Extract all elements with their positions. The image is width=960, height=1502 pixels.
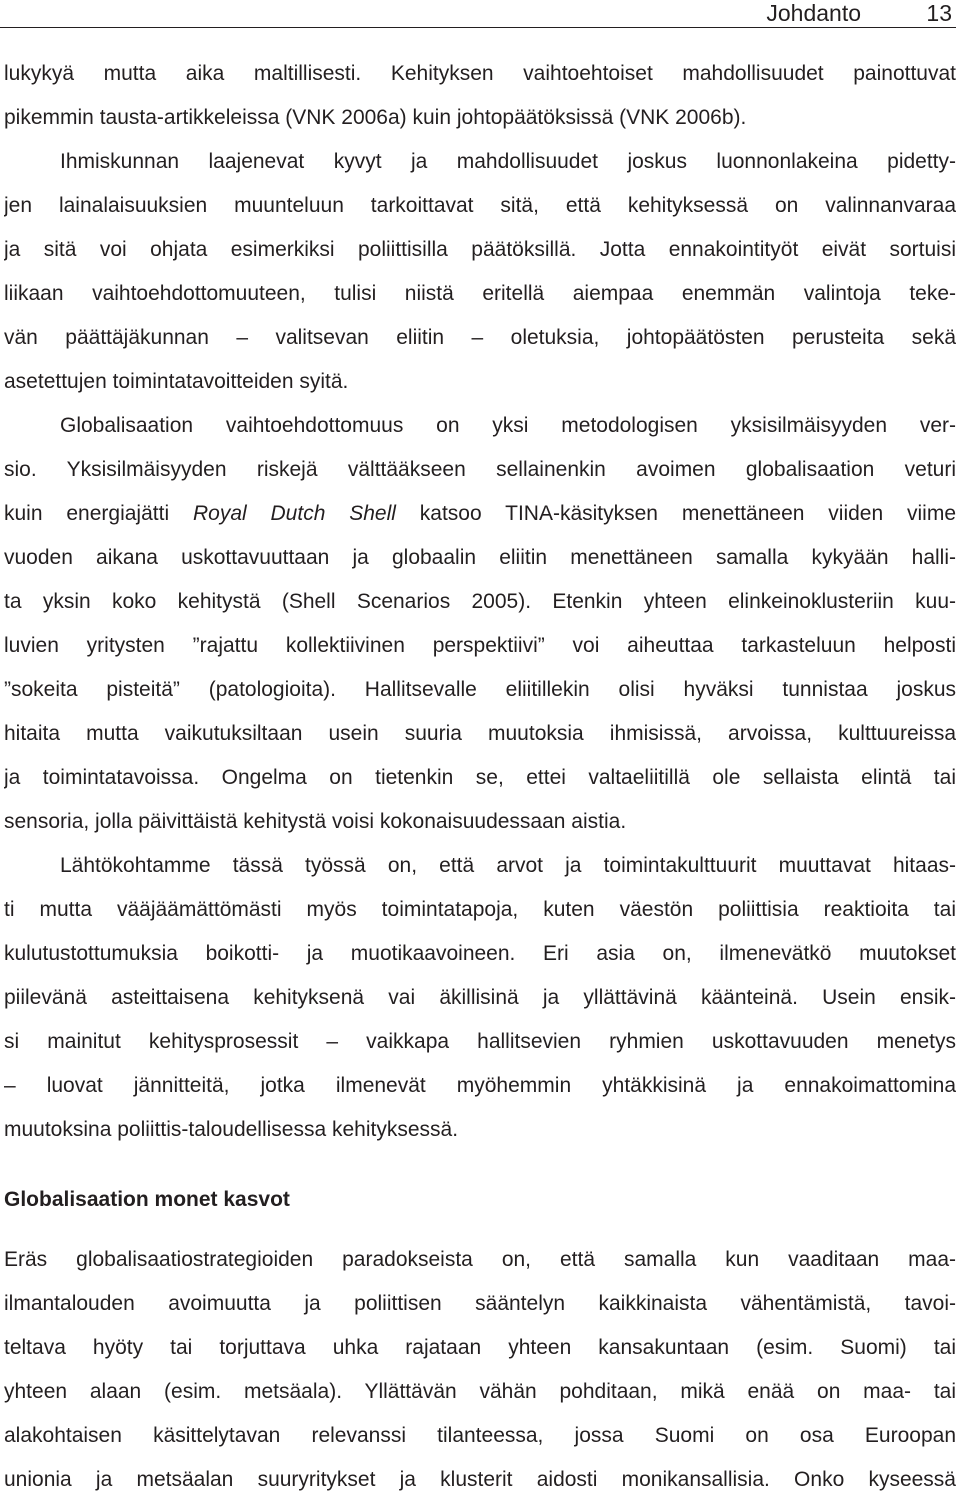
text-line: – luovat jännitteitä, jotka ilmenevät myöhemmin yhtäkkisinä ja ennakoimattomina bbox=[4, 1074, 956, 1097]
text-line: hitaita mutta vaikutuksiltaan usein suuria muutoksia ihmisissä, arvoissa, kulttuureissa bbox=[4, 722, 956, 745]
text-line: ja toimintatavoissa. Ongelma on tietenkin se, ettei valtaeliitillä ole sellaista elintä tai bbox=[4, 766, 956, 789]
text-line: kulutustottumuksia boikotti- ja muotikaavoineen. Eri asia on, ilmenevätkö muutokset bbox=[4, 942, 956, 965]
section-heading: Globalisaation monet kasvot bbox=[4, 1188, 290, 1211]
paragraph bbox=[4, 404, 956, 844]
text-line: Lähtökohtamme tässä työssä on, että arvot ja toimintakulttuurit muuttavat hitaas- bbox=[60, 854, 956, 877]
running-header bbox=[0, 0, 956, 28]
text-line: jen lainalaisuuksien muunteluun tarkoittavat sitä, että kehityksessä on valinnanvaraa bbox=[4, 194, 956, 217]
text-line: ”sokeita pisteitä” (patologioita). Hallitsevalle eliitillekin olisi hyväksi tunnistaa joskus bbox=[4, 678, 956, 701]
paragraph bbox=[4, 844, 956, 1152]
text-span: katsoo TINA-käsityksen menettäneen viiden viime bbox=[395, 502, 956, 525]
page-number: 13 bbox=[926, 0, 952, 26]
paragraph bbox=[4, 52, 956, 140]
text-line: ja sitä voi ohjata esimerkiksi poliittisilla päätöksillä. Jotta ennakointityöt eivät sortuisi bbox=[4, 238, 956, 261]
text-line: pikemmin tausta-artikkeleissa (VNK 2006a) kuin johtopäätöksissä (VNK 2006b). bbox=[4, 106, 747, 129]
text-line: muutoksina poliittis-taloudellisessa kehityksessä. bbox=[4, 1118, 459, 1141]
text-line: yhteen alaan (esim. metsäala). Yllättävän vähän pohditaan, mikä enää on maa- tai bbox=[4, 1380, 956, 1403]
text-line: liikaan vaihtoehdottomuuteen, tulisi niistä eritellä aiempaa enemmän valintoja teke- bbox=[4, 282, 956, 305]
paragraph bbox=[4, 140, 956, 404]
text-line: teltava hyöty tai torjuttava uhka rajataan yhteen kansakuntaan (esim. Suomi) tai bbox=[4, 1336, 956, 1359]
body-text bbox=[4, 52, 956, 1502]
text-line: piilevänä asteittaisena kehityksenä vai äkillisinä ja yllättävinä käänteinä. Usein ensik- bbox=[4, 986, 956, 1009]
text-line: sensoria, jolla päivittäistä kehitystä voisi kokonaisuudessaan aistia. bbox=[4, 810, 627, 833]
company-name: Royal Dutch Shell bbox=[192, 502, 396, 525]
text-line: si mainitut kehitysprosessit – vaikkapa hallitsevien ryhmien uskottavuuden menetys bbox=[4, 1030, 956, 1053]
text-line: sio. Yksisilmäisyyden riskejä välttääkseen sellainenkin avoimen globalisaation veturi bbox=[4, 458, 956, 481]
text-line: vuoden aikana uskottavuuttaan ja globaalin eliitin menettäneen samalla kykyään halli- bbox=[4, 546, 956, 569]
text-line: Globalisaation vaihtoehdottomuus on yksi metodologisen yksisilmäisyyden ver- bbox=[60, 414, 956, 437]
text-line bbox=[4, 492, 956, 536]
text-line: alakohtaisen käsittelytavan relevanssi tilanteessa, jossa Suomi on osa Euroopan bbox=[4, 1424, 956, 1447]
text-line: Ihmiskunnan laajenevat kyvyt ja mahdollisuudet joskus luonnonlakeina pidetty- bbox=[60, 150, 956, 173]
text-line: ta yksin koko kehitystä (Shell Scenarios 2005). Etenkin yhteen elinkeinoklusteriin kuu- bbox=[4, 590, 956, 613]
text-line: unionia ja metsäalan suuryritykset ja klusterit aidosti monikansallisia. Onko kyseessä bbox=[4, 1468, 956, 1491]
text-line: asetettujen toimintatavoitteiden syitä. bbox=[4, 370, 349, 393]
chapter-title: Johdanto bbox=[766, 0, 861, 26]
text-line: vän päättäjäkunnan – valitsevan eliitin – oletuksia, johtopäätösten perusteita sekä bbox=[4, 326, 956, 349]
text-line: ti mutta vääjäämättömästi myös toimintatapoja, kuten väestön poliittisia reaktioita tai bbox=[4, 898, 956, 921]
text-line: luvien yritysten ”rajattu kollektiivinen perspektiivi” voi aiheuttaa tarkasteluun helposti bbox=[4, 634, 956, 657]
text-line: ilmantalouden avoimuutta ja poliittisen sääntelyn kaikkinaista vähentämistä, tavoi- bbox=[4, 1292, 956, 1315]
text-line: lukykyä mutta aika maltillisesti. Kehityksen vaihtoehtoiset mahdollisuudet painottuvat bbox=[4, 62, 956, 85]
text-span: kuin energiajätti bbox=[4, 502, 193, 525]
paragraph bbox=[4, 1238, 956, 1502]
text-line: Eräs globalisaatiostrategioiden paradokseista on, että samalla kun vaaditaan maa- bbox=[4, 1248, 956, 1271]
